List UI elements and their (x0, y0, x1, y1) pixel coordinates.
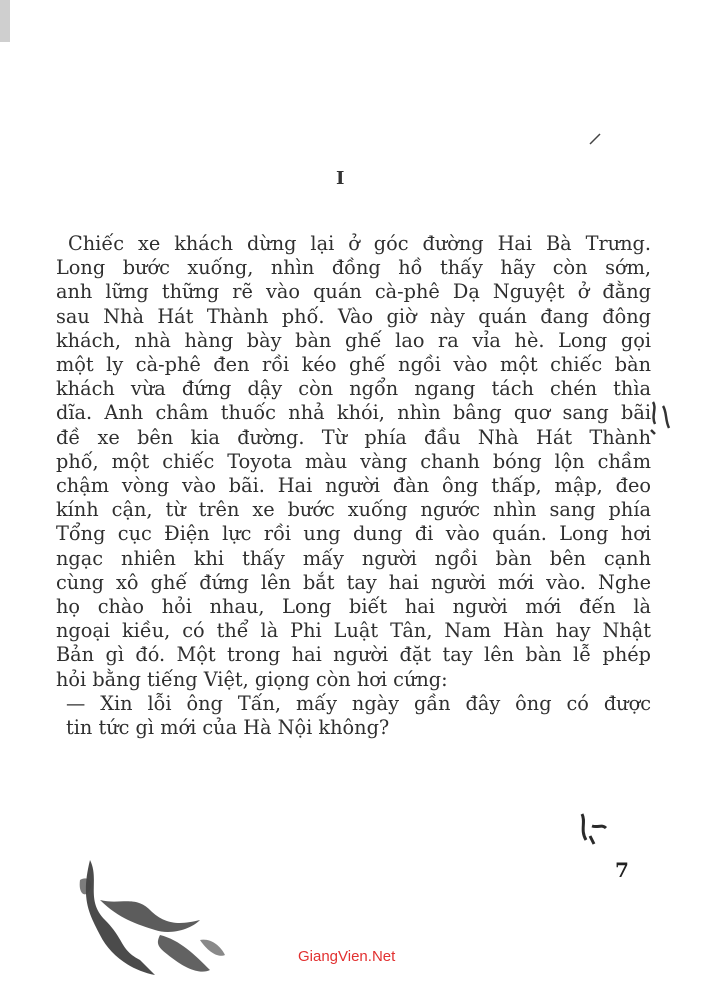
text-line: Tổng cục Điện lực rồi ung dung đi vào quán. Long hơi (56, 522, 651, 546)
margin-ink-mark (588, 132, 602, 146)
text-line: Bản gì đó. Một trong hai người đặt tay lên bàn lễ phép (56, 643, 651, 667)
margin-ink-mark (645, 398, 675, 438)
text-line: phố, một chiếc Toyota màu vàng chanh bóng lộn chầm (56, 449, 651, 473)
text-line: anh lững thững rẽ vào quán cà-phê Dạ Nguyệt ở đằng (56, 280, 651, 304)
dialog-line: — Xin lỗi ông Tấn, mấy ngày gần đây ông có được (66, 691, 651, 715)
text-line: kính cận, từ trên xe bước xuống ngước nhìn sang phía (56, 498, 651, 522)
text-line: Long bước xuống, nhìn đồng hồ thấy hãy còn sớm, (56, 256, 651, 280)
text-line: sau Nhà Hát Thành phố. Vào giờ này quán đang đông (56, 304, 651, 328)
text-line: khách vừa đứng dậy còn ngổn ngang tách chén thìa (56, 377, 651, 401)
text-line: một ly cà-phê đen rồi kéo ghế ngồi vào một chiếc bàn (56, 353, 651, 377)
text-line: khách, nhà hàng bày bàn ghế lao ra vỉa hè. Long gọi (56, 328, 651, 352)
site-watermark: GiangVien.Net (298, 948, 396, 965)
text-line: ngoại kiều, có thể là Phi Luật Tân, Nam Hàn hay Nhật (56, 619, 651, 643)
text-line: chậm vòng vào bãi. Hai người đàn ông thấp, mập, đeo (56, 474, 651, 498)
text-line: họ chào hỏi nhau, Long biết hai người mới đến là (56, 595, 651, 619)
text-line: hỏi bằng tiếng Việt, giọng còn hơi cứng: (56, 667, 448, 691)
page-number: 7 (615, 858, 629, 882)
text-line: cùng xô ghế đứng lên bắt tay hai người mới vào. Nghe (56, 570, 651, 594)
text-line: đề xe bên kia đường. Từ phía đầu Nhà Hát Thành (56, 425, 651, 449)
scan-edge-mark (0, 0, 10, 42)
text-line: dĩa. Anh châm thuốc nhả khói, nhìn bâng quơ sang bãi (56, 401, 651, 425)
margin-ink-mark (572, 808, 612, 848)
chapter-number: I (336, 168, 346, 189)
text-line: ngạc nhiên khi thấy mấy người ngồi bàn bên cạnh (56, 546, 651, 570)
text-line: Chiếc xe khách dừng lại ở góc đường Hai Bà Trưng. (68, 232, 651, 255)
dialog-line: tin tức gì mới của Hà Nội không? (66, 716, 390, 740)
chapter-body-text (56, 232, 651, 740)
ink-smudge-decoration (60, 840, 260, 990)
